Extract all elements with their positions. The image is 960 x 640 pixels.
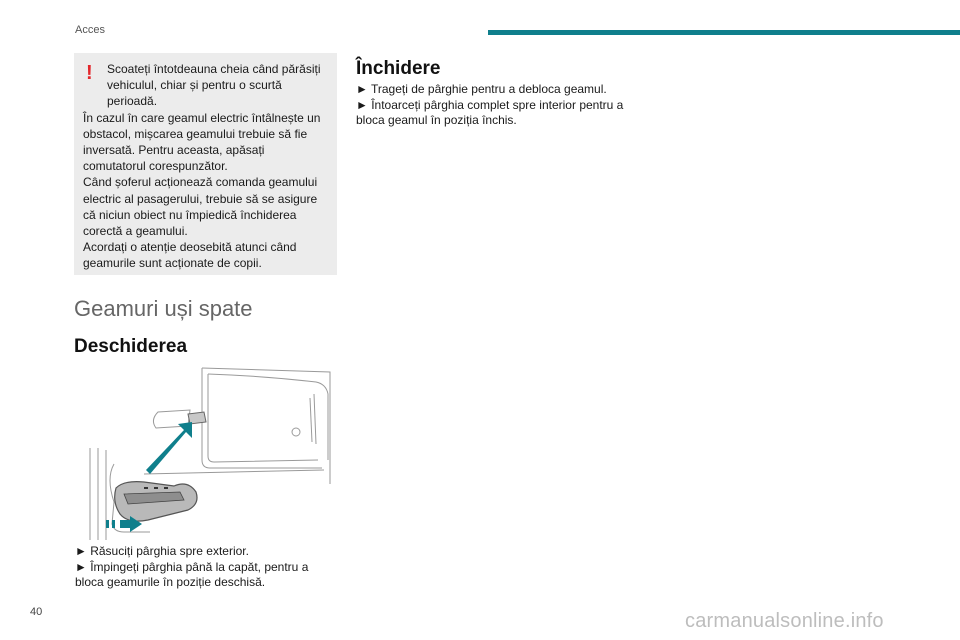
warning-paragraph-4: Acordați o atenție deosebită atunci când geamurile sunt acționate de copii. [83,240,297,271]
closing-instructions [356,82,626,129]
closing-title: Închidere [356,58,441,79]
closing-step-1: ► Trageți de pârghie pentru a debloca geamul. [356,82,607,96]
rotate-arrow-icon [146,422,192,474]
section-title: Geamuri uși spate [74,296,253,321]
exclamation-icon: ! [86,62,93,84]
warning-paragraph-3: Când șoferul acționează comanda geamului electric al pasagerului, trebuie să se asigure că niciun obiect nu împiedică închiderea corectă a geamului. [83,175,318,239]
page-number: 40 [30,606,43,618]
opening-step-1: ► Răsuciți pârghia spre exterior. [75,544,249,558]
header-accent-bar [488,30,960,35]
opening-step-2: ► Împingeți pârghia până la capăt, pentru a bloca geamurile în poziție deschisă. [75,559,309,589]
opening-instructions [75,544,337,591]
header-section-label: Acces [75,24,105,36]
closing-step-2: ► Întoarceți pârghia complet spre interior pentru a bloca geamul în poziția închis. [356,97,624,127]
rear-window-lever-illustration [84,364,336,540]
warning-paragraph-2: În cazul în care geamul electric întâlnește un obstacol, mișcarea geamului trebuie să fie inversată. Pentru aceasta, apăsați comutatorul corespunzător. [83,110,321,174]
opening-title: Deschiderea [74,336,188,357]
warning-paragraph-1: Scoateți întotdeauna cheia când părăsiți vehiculul, chiar și pentru o scurtă perioadă. [107,62,321,109]
watermark: carmanualsonline.info [685,610,884,632]
warning-box [74,53,337,275]
